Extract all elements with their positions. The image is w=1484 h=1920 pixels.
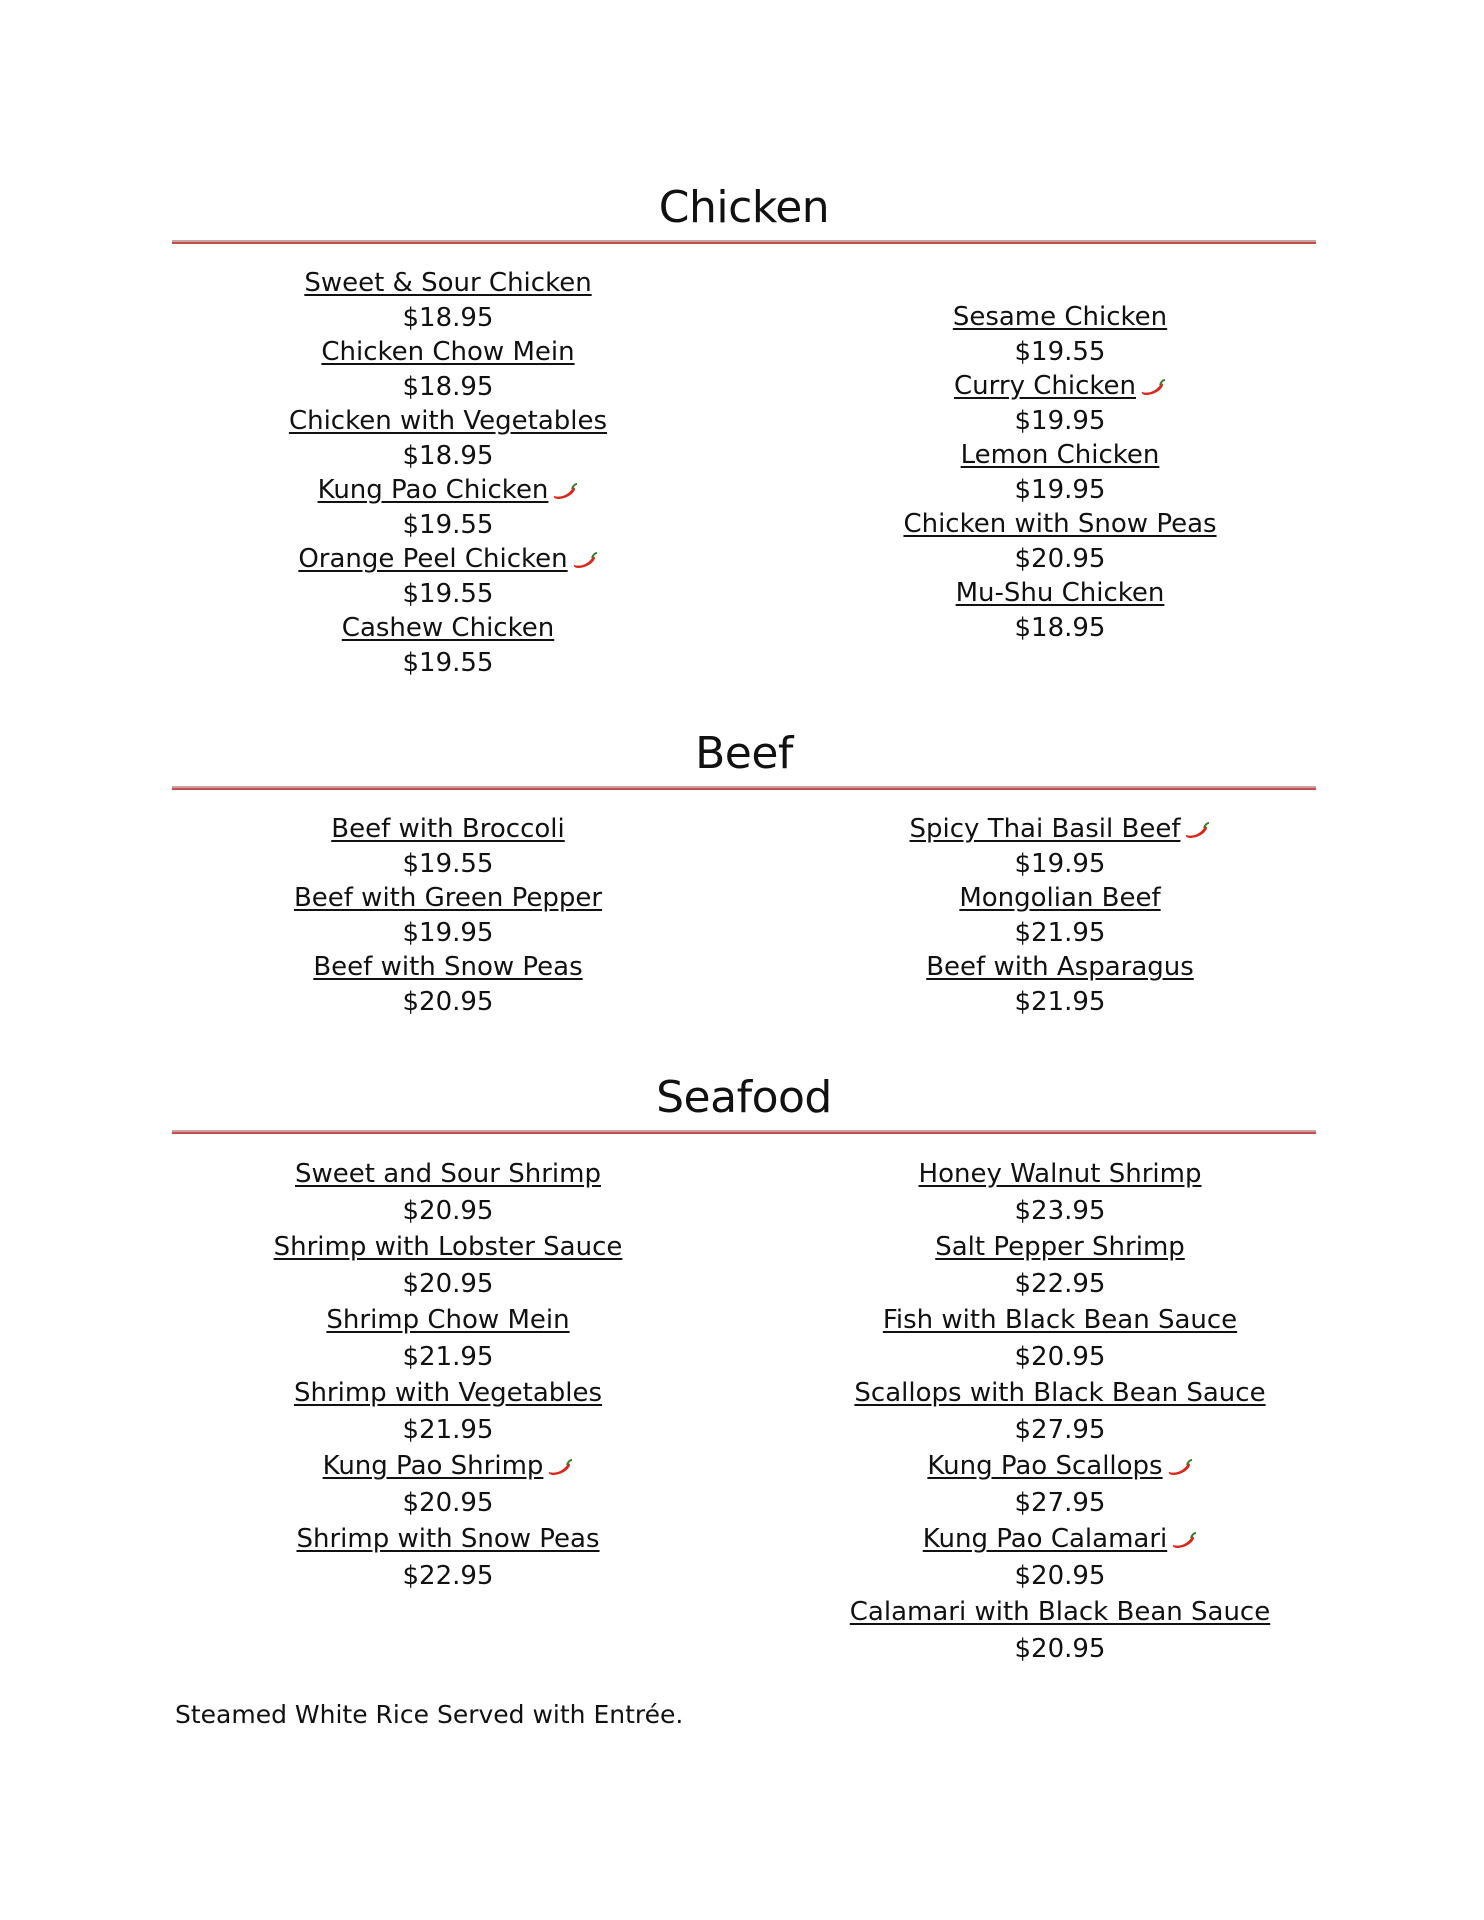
right-column — [774, 812, 1346, 1019]
menu-item-price: $19.95 — [1014, 848, 1106, 879]
left-column — [162, 266, 734, 680]
menu-item — [162, 812, 734, 881]
menu-item-price: $21.95 — [402, 1341, 494, 1372]
menu-item — [162, 1521, 734, 1594]
menu-item-name — [162, 1229, 734, 1266]
menu-item-name-text: Honey Walnut Shrimp — [918, 1159, 1202, 1189]
menu-item-name — [774, 950, 1346, 985]
menu-item-price: $22.95 — [1014, 1268, 1106, 1299]
menu-item — [774, 438, 1346, 507]
menu-item-name-text: Calamari with Black Bean Sauce — [849, 1597, 1271, 1627]
menu-item — [774, 1229, 1346, 1302]
menu-item-name — [774, 576, 1346, 611]
menu-item-name-text: Beef with Asparagus — [926, 952, 1194, 982]
menu-item — [774, 1594, 1346, 1667]
section-divider — [172, 1130, 1316, 1134]
menu-item-name-text: Shrimp Chow Mein — [326, 1305, 570, 1335]
menu-item-price: $18.95 — [402, 440, 494, 471]
menu-item — [162, 335, 734, 404]
section-title: Seafood — [656, 1072, 832, 1123]
left-column — [162, 812, 734, 1019]
section-title: Chicken — [658, 182, 830, 233]
chili-pepper-icon — [1171, 1523, 1197, 1541]
chili-pepper-icon — [1140, 371, 1166, 389]
menu-item — [162, 950, 734, 1019]
chili-pepper-icon — [547, 1450, 573, 1468]
menu-item-name-text: Beef with Green Pepper — [293, 883, 603, 913]
menu-item-price: $27.95 — [1014, 1414, 1106, 1445]
menu-item-price: $20.95 — [1014, 543, 1106, 574]
menu-item-price: $19.95 — [1014, 474, 1106, 505]
menu-item-name-text: Beef with Broccoli — [331, 814, 565, 844]
menu-item-price: $20.95 — [402, 1195, 494, 1226]
menu-item — [774, 1448, 1346, 1521]
menu-item-name — [162, 266, 734, 301]
menu-item-price: $20.95 — [402, 1487, 494, 1518]
menu-item — [162, 881, 734, 950]
menu-item — [162, 1302, 734, 1375]
menu-item-name — [774, 369, 1346, 404]
menu-item-name-text: Sweet and Sour Shrimp — [295, 1159, 601, 1189]
right-column — [774, 1156, 1346, 1667]
menu-item — [774, 507, 1346, 576]
menu-item — [162, 266, 734, 335]
menu-item — [774, 1156, 1346, 1229]
menu-item — [774, 1302, 1346, 1375]
menu-item-name-text: Lemon Chicken — [960, 440, 1160, 470]
menu-item-name-text: Salt Pepper Shrimp — [935, 1232, 1185, 1262]
menu-item-price: $18.95 — [402, 371, 494, 402]
menu-item-price: $19.55 — [402, 848, 494, 879]
menu-item — [774, 369, 1346, 438]
section-divider — [172, 786, 1316, 790]
menu-item-name-text: Sweet & Sour Chicken — [304, 268, 592, 298]
menu-item-name — [162, 1302, 734, 1339]
menu-item-name-text: Fish with Black Bean Sauce — [882, 1305, 1238, 1335]
menu-item-name — [774, 1229, 1346, 1266]
menu-item-price: $22.95 — [402, 1560, 494, 1591]
menu-item-name — [162, 881, 734, 916]
menu-item-name — [162, 473, 734, 508]
menu-item-name — [774, 300, 1346, 335]
menu-item-name-text: Beef with Snow Peas — [313, 952, 583, 982]
menu-item-name — [774, 1156, 1346, 1193]
menu-item-name-text: Kung Pao Scallops — [927, 1451, 1163, 1481]
menu-item-name — [162, 950, 734, 985]
menu-item-name-text: Kung Pao Shrimp — [322, 1451, 544, 1481]
menu-item-name-text: Scallops with Black Bean Sauce — [854, 1378, 1266, 1408]
menu-item-price: $21.95 — [1014, 986, 1106, 1017]
menu-item-price: $27.95 — [1014, 1487, 1106, 1518]
menu-item — [774, 576, 1346, 645]
menu-item-name-text: Sesame Chicken — [952, 302, 1168, 332]
menu-item-price: $19.55 — [402, 578, 494, 609]
menu-item-price: $19.55 — [1014, 336, 1106, 367]
menu-item-name — [162, 1375, 734, 1412]
menu-item-name — [774, 438, 1346, 473]
menu-item-price: $23.95 — [1014, 1195, 1106, 1226]
menu-item-name-text: Mu-Shu Chicken — [955, 578, 1165, 608]
menu-item — [774, 1375, 1346, 1448]
section-divider — [172, 240, 1316, 244]
menu-item-name — [774, 1375, 1346, 1412]
right-column — [774, 300, 1346, 645]
menu-item-price: $20.95 — [1014, 1633, 1106, 1664]
menu-item-price: $18.95 — [402, 302, 494, 333]
menu-item-name — [162, 404, 734, 439]
menu-item — [162, 611, 734, 680]
menu-item — [774, 950, 1346, 1019]
menu-item-name — [162, 1156, 734, 1193]
menu-item-name — [774, 1448, 1346, 1485]
menu-item-name — [774, 1302, 1346, 1339]
menu-item — [162, 1375, 734, 1448]
menu-item-name-text: Chicken with Vegetables — [288, 406, 608, 436]
chili-pepper-icon — [1167, 1450, 1193, 1468]
menu-item-price: $21.95 — [1014, 917, 1106, 948]
menu-item — [774, 881, 1346, 950]
menu-item-price: $20.95 — [402, 986, 494, 1017]
menu-item-name-text: Shrimp with Snow Peas — [296, 1524, 600, 1554]
section-title: Beef — [695, 728, 793, 779]
menu-item-name-text: Spicy Thai Basil Beef — [909, 814, 1181, 844]
chili-pepper-icon — [572, 544, 598, 562]
menu-item-price: $18.95 — [1014, 612, 1106, 643]
menu-item-name — [774, 1594, 1346, 1631]
menu-item-name-text: Shrimp with Lobster Sauce — [273, 1232, 623, 1262]
left-column — [162, 1156, 734, 1594]
menu-item-price: $19.95 — [1014, 405, 1106, 436]
menu-item-name — [162, 542, 734, 577]
menu-item-name-text: Chicken with Snow Peas — [903, 509, 1217, 539]
section-beef — [172, 724, 1316, 1017]
menu-item-price: $20.95 — [1014, 1341, 1106, 1372]
menu-item-price: $19.95 — [402, 917, 494, 948]
menu-item-name — [162, 611, 734, 646]
menu-item-name-text: Kung Pao Calamari — [922, 1524, 1168, 1554]
menu-item-name — [162, 1521, 734, 1558]
menu-item-name — [774, 1521, 1346, 1558]
menu-item-name-text: Shrimp with Vegetables — [293, 1378, 603, 1408]
menu-item-price: $20.95 — [402, 1268, 494, 1299]
chili-pepper-icon — [552, 475, 578, 493]
menu-item — [774, 1521, 1346, 1594]
menu-item-name — [774, 812, 1346, 847]
menu-item-name-text: Curry Chicken — [954, 371, 1136, 401]
menu-item-price: $19.55 — [402, 647, 494, 678]
menu-item — [162, 473, 734, 542]
menu-item-price: $21.95 — [402, 1414, 494, 1445]
menu-item — [162, 404, 734, 473]
menu-item-name — [774, 507, 1346, 542]
section-chicken — [172, 178, 1316, 678]
section-seafood — [172, 1068, 1316, 1664]
menu-item-name-text: Chicken Chow Mein — [321, 337, 575, 367]
chili-pepper-icon — [1184, 814, 1210, 832]
menu-item-name — [162, 335, 734, 370]
rice-note: Steamed White Rice Served with Entrée. — [175, 1700, 684, 1729]
menu-item — [162, 1156, 734, 1229]
menu-item — [162, 542, 734, 611]
menu-item-name — [162, 812, 734, 847]
menu-item-price: $20.95 — [1014, 1560, 1106, 1591]
menu-item-price: $19.55 — [402, 509, 494, 540]
menu-item-name-text: Cashew Chicken — [341, 613, 555, 643]
menu-item — [162, 1229, 734, 1302]
menu-item — [774, 812, 1346, 881]
menu-item-name — [774, 881, 1346, 916]
menu-item-name-text: Mongolian Beef — [959, 883, 1161, 913]
menu-item-name-text: Orange Peel Chicken — [298, 544, 568, 574]
menu-item — [162, 1448, 734, 1521]
menu-item-name — [162, 1448, 734, 1485]
menu-item — [774, 300, 1346, 369]
menu-item-name-text: Kung Pao Chicken — [317, 475, 549, 505]
